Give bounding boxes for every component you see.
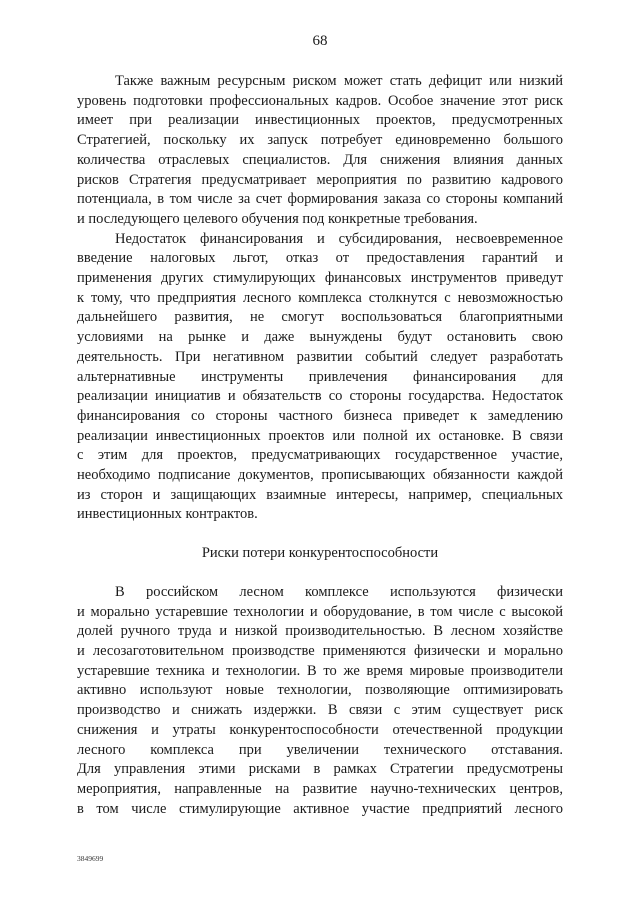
text-line: реализации инициатив и обязательств со стороны государства. Недостаток (77, 388, 563, 405)
text-line: к тому, что предприятия лесного комплекса столкнутся с невозможностью (77, 289, 563, 306)
text-line: Стратегией, поскольку их запуск потребует единовременно большого (77, 132, 563, 149)
paragraph (77, 583, 563, 819)
text-line: финансирования со стороны частного бизнеса приведет к замедлению (77, 407, 563, 424)
text-line: устаревшие техника и технологии. В то же время мировые производители (77, 662, 563, 679)
text-line: Недостаток финансирования и субсидирования, несвоевременное (115, 230, 563, 247)
paragraph-block-1 (77, 72, 563, 525)
text-line: из сторон и защищающих взаимные интересы, например, специальных (77, 486, 563, 503)
text-line: дальнейшего развития, не смогут воспользоваться благоприятными (77, 309, 563, 326)
text-line: рисков Стратегия предусматривает мероприятия по развитию кадрового (77, 171, 563, 188)
section-heading: Риски потери конкурентоспособности (201, 545, 439, 562)
text-line: снижения и утраты конкурентоспособности отечественной продукции (77, 721, 563, 738)
text-line: деятельность. При негативном развитии событий следует разработать (77, 348, 563, 365)
text-line: мероприятия, направленные на развитие научно-технических центров, (77, 780, 563, 797)
text-line: количества отраслевых специалистов. Для снижения влияния данных (77, 151, 563, 168)
text-line: имеет при реализации инвестиционных проектов, предусмотренных (77, 112, 563, 129)
paragraph-block-2 (77, 583, 563, 819)
text-line: инвестиционных контрактов. (77, 506, 258, 523)
text-line: с этим для проектов, предусматривающих государственное участие, (77, 447, 563, 464)
text-line: введение налоговых льгот, отказ от предоставления гарантий и (77, 250, 563, 267)
text-line: Для управления этими рисками в рамках Стратегии предусмотрены (77, 761, 563, 778)
text-line: и морально устаревшие технологии и оборудование, в том числе с высокой (77, 603, 563, 620)
text-line: уровень подготовки профессиональных кадров. Особое значение этот риск (77, 92, 563, 109)
text-line: Также важным ресурсным риском может стать дефицит или низкий (115, 73, 563, 89)
text-line: производство и снижать издержки. В связи с этим существует риск (77, 702, 563, 719)
text-line: применения других стимулирующих финансовых инструментов приведут (77, 270, 563, 287)
text-line: долей ручного труда и низкой производительностью. В лесном хозяйстве (77, 623, 563, 640)
paragraph (77, 230, 563, 526)
text-line: в том числе стимулирующие активное участие предприятий лесного (77, 800, 563, 817)
text-line: и лесозаготовительном производстве применяются физически и морально (77, 642, 563, 659)
text-line: и последующего целевого обучения под конкретные требования. (77, 210, 478, 227)
text-line: активно используют новые технологии, позволяющие оптимизировать (77, 682, 563, 699)
text-line: В российском лесном комплексе используются физически (115, 583, 563, 600)
document-code: 3849699 (77, 854, 104, 863)
page-number: 68 (312, 33, 328, 49)
text-line: лесного комплекса при увеличении технического отставания. (77, 741, 563, 758)
text-line: необходимо подписание документов, прописывающих обязанности каждой (77, 467, 563, 484)
text-line: альтернативные инструменты привлечения финансирования для (77, 368, 563, 385)
paragraph (77, 72, 563, 230)
document-body (77, 72, 563, 819)
text-line: условиями на рынке и даже вынуждены будут остановить свою (77, 329, 563, 346)
text-line: реализации инвестиционных проектов или полной их остановке. В связи (77, 427, 563, 444)
text-line: потенциала, в том числе за счет формирования заказа со стороны компаний (77, 191, 563, 208)
